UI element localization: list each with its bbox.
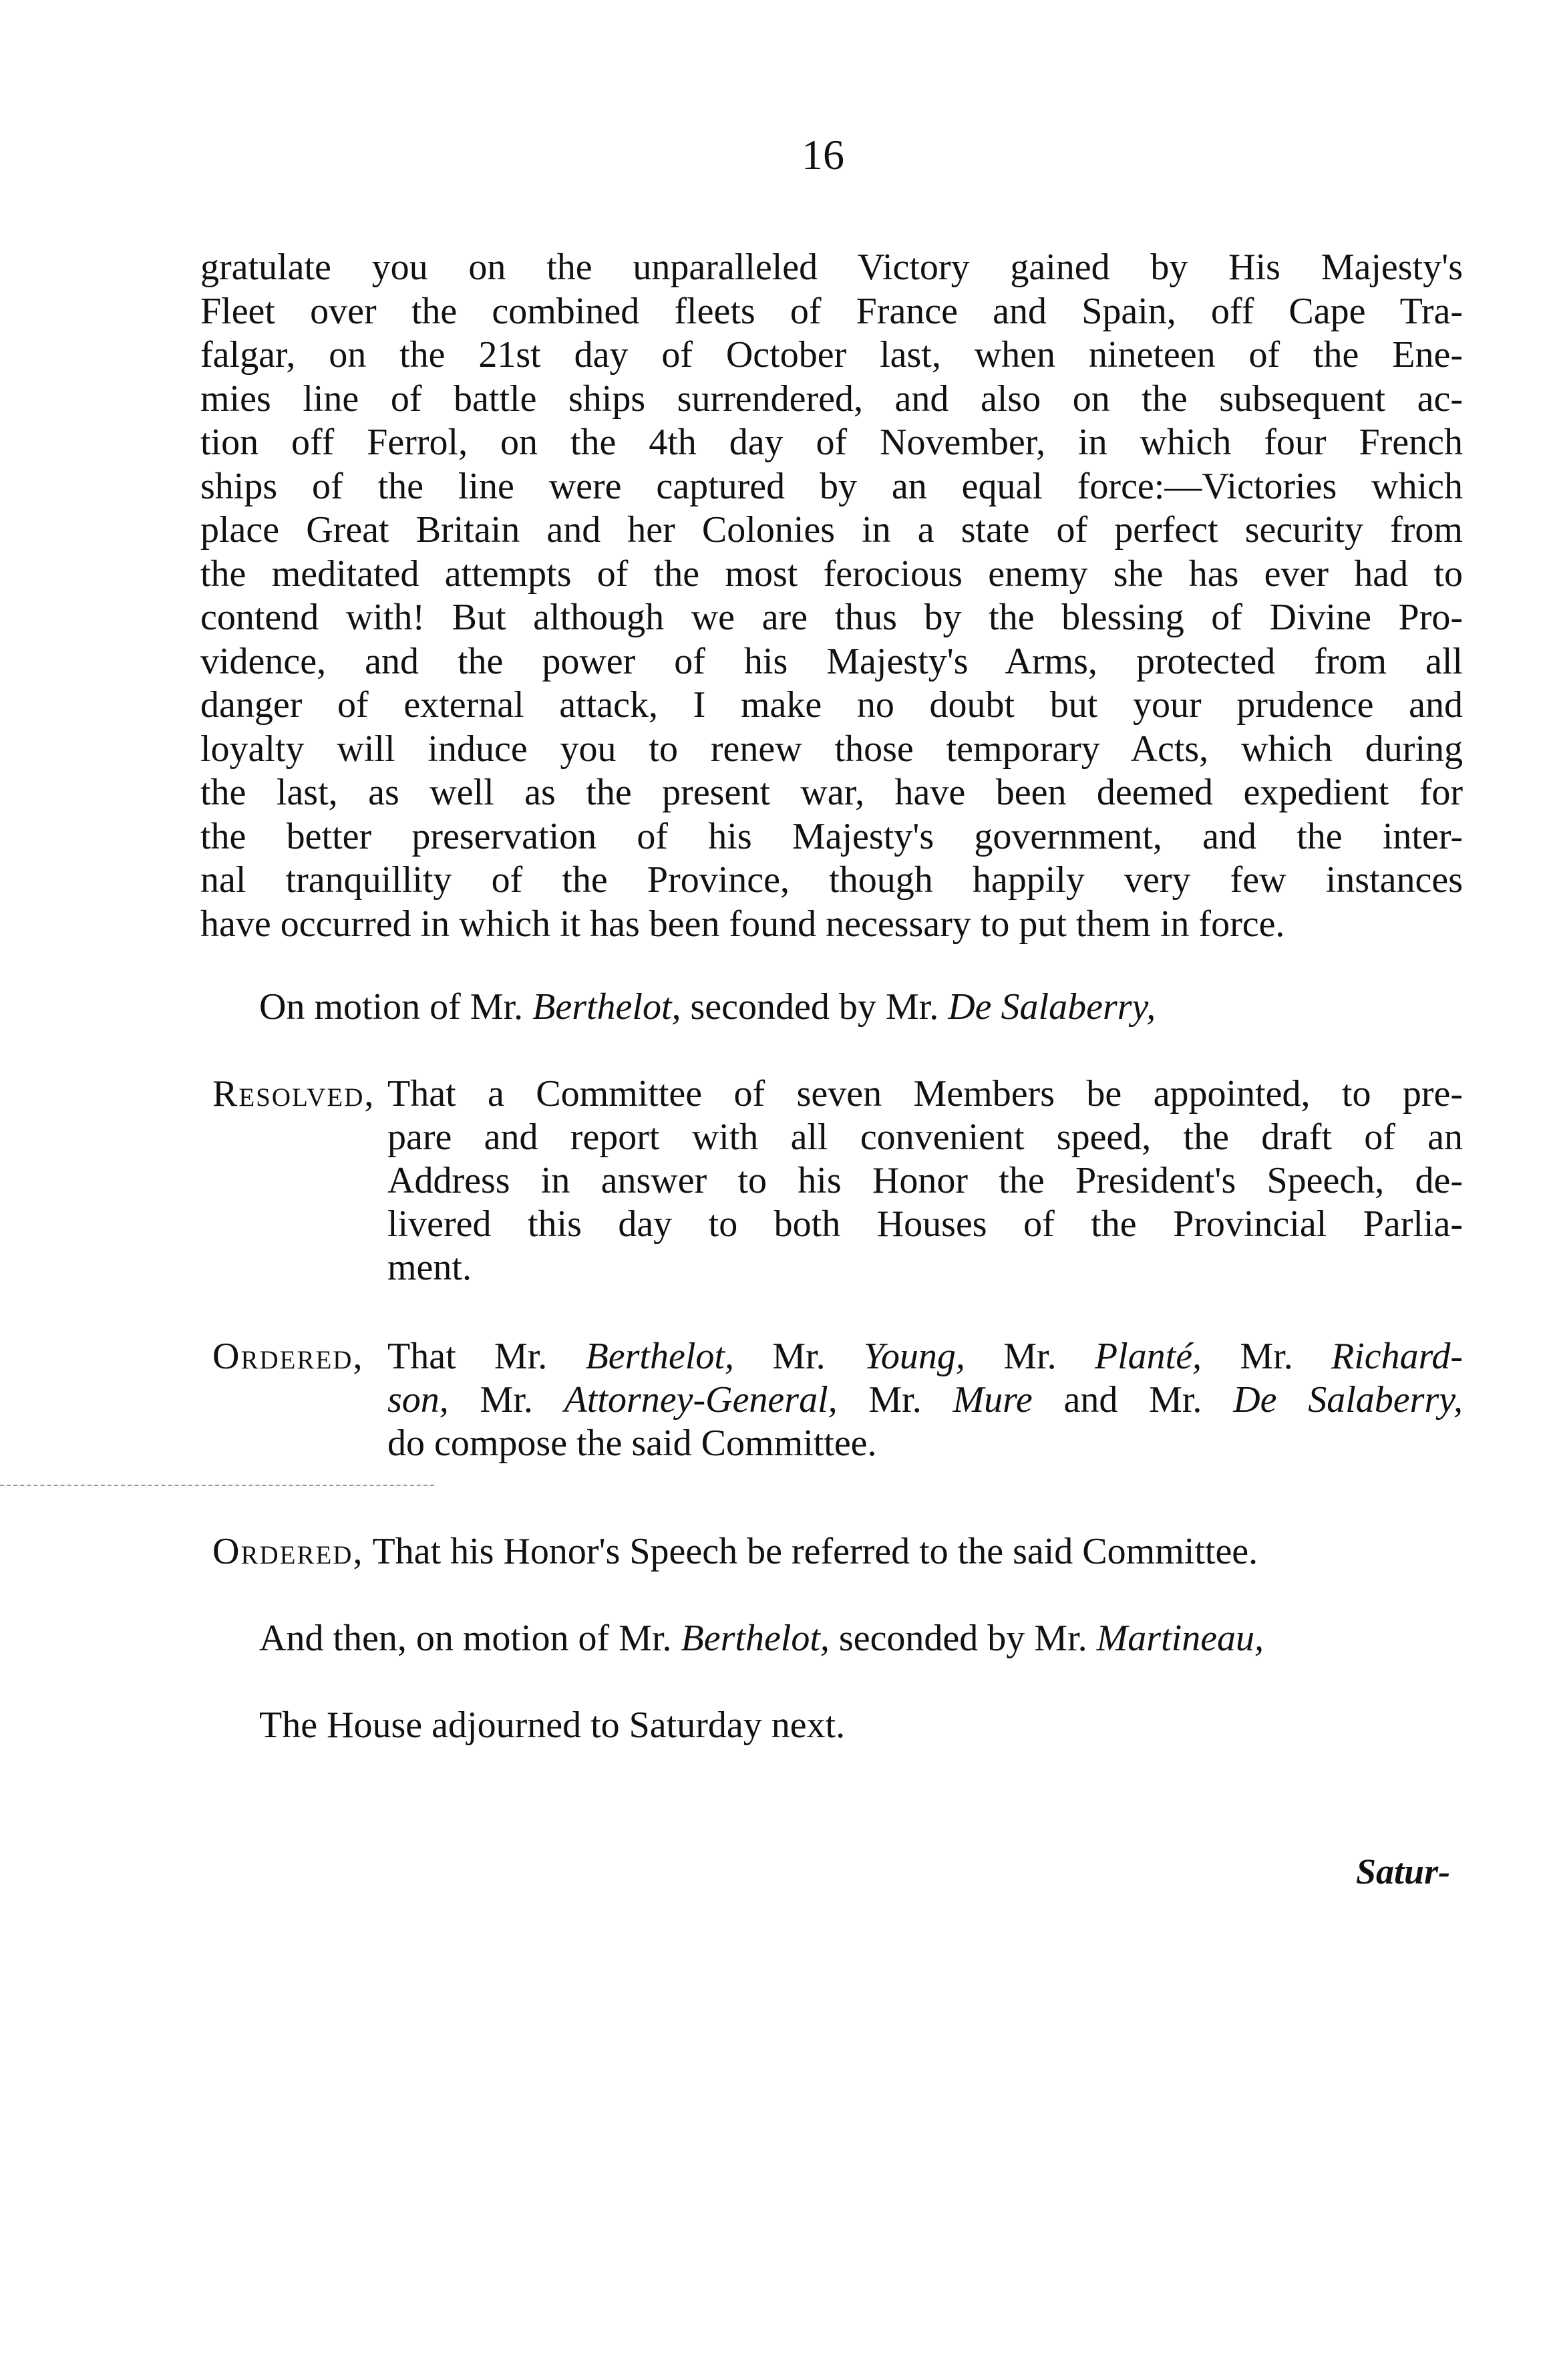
ordered-speech-paragraph: Ordered, That his Honor's Speech be referred to the said Committee. xyxy=(212,1531,1258,1572)
text-line: That a Committee of seven Members be appointed, to pre- xyxy=(387,1073,1463,1114)
text-line: gratulate you on the unparalleled Victory gained by His Majesty's xyxy=(200,247,1463,288)
text-line: contend with! But although we are thus by the blessing of Divine Pro- xyxy=(200,597,1463,638)
seconder-name: Martineau, xyxy=(1096,1618,1264,1659)
text-line: have occurred in which it has been found necessary to put them in force. xyxy=(200,903,1285,945)
catchword: Satur- xyxy=(1356,1851,1451,1892)
ordered-committee-text: That Mr. Berthelot, Mr. Young, Mr. Planté, Mr. Richard- son, Mr. Attorney-General, Mr. Mure and Mr. De Salaberry, do compose the said Committee. xyxy=(387,1336,1463,1464)
text-line: vidence, and the power of his Majesty's Arms, protected from all xyxy=(200,640,1463,682)
text-line: the meditated attempts of the most ferocious enemy she has ever had to xyxy=(200,553,1463,595)
speech-paragraph xyxy=(200,246,1463,946)
text-line: loyalty will induce you to renew those temporary Acts, which during xyxy=(200,728,1463,770)
text-line: pare and report with all convenient speed, the draft of an xyxy=(387,1117,1463,1158)
adjournment-motion: And then, on motion of Mr. Berthelot, seconded by Mr. Martineau, xyxy=(259,1618,1264,1659)
text-line: falgar, on the 21st day of October last, when nineteen of the Ene- xyxy=(200,334,1463,376)
text-line: ment. xyxy=(387,1247,472,1288)
seconder-name: De Salaberry, xyxy=(948,986,1156,1028)
motion-paragraph: On motion of Mr. Berthelot, seconded by Mr. De Salaberry, xyxy=(259,986,1156,1028)
text-line: tion off Ferrol, on the 4th day of November, in which four French xyxy=(200,422,1463,463)
text-line: the last, as well as the present war, have been deemed expedient for xyxy=(200,772,1463,813)
text-line: Fleet over the combined fleets of France and Spain, off Cape Tra- xyxy=(200,290,1463,332)
text-line: mies line of battle ships surrendered, and also on the subsequent ac- xyxy=(200,378,1463,420)
mover-name: Berthelot, xyxy=(532,986,681,1028)
text-line: danger of external attack, I make no doubt but your prudence and xyxy=(200,684,1463,726)
dashed-rule xyxy=(0,1485,434,1486)
text-line: the better preservation of his Majesty's government, and the inter- xyxy=(200,815,1463,857)
mover-name: Berthelot, xyxy=(681,1618,830,1659)
adjournment-text: The House adjourned to Saturday next. xyxy=(259,1704,846,1746)
text-line: Address in answer to his Honor the President's Speech, de- xyxy=(387,1160,1463,1201)
text-line: ships of the line were captured by an equal force:—Victories which xyxy=(200,465,1463,507)
page-number: 16 xyxy=(802,131,844,178)
resolved-heading: Resolved, xyxy=(212,1073,375,1114)
ordered-heading: Ordered, xyxy=(212,1531,364,1572)
text-line: livered this day to both Houses of the Provincial Parlia- xyxy=(387,1203,1463,1245)
text-line: place Great Britain and her Colonies in a state of perfect security from xyxy=(200,509,1463,551)
text-line: nal tranquillity of the Province, though happily very few instances xyxy=(200,859,1463,901)
ordered-heading: Ordered, xyxy=(212,1336,364,1377)
resolved-text xyxy=(387,1072,1463,1290)
